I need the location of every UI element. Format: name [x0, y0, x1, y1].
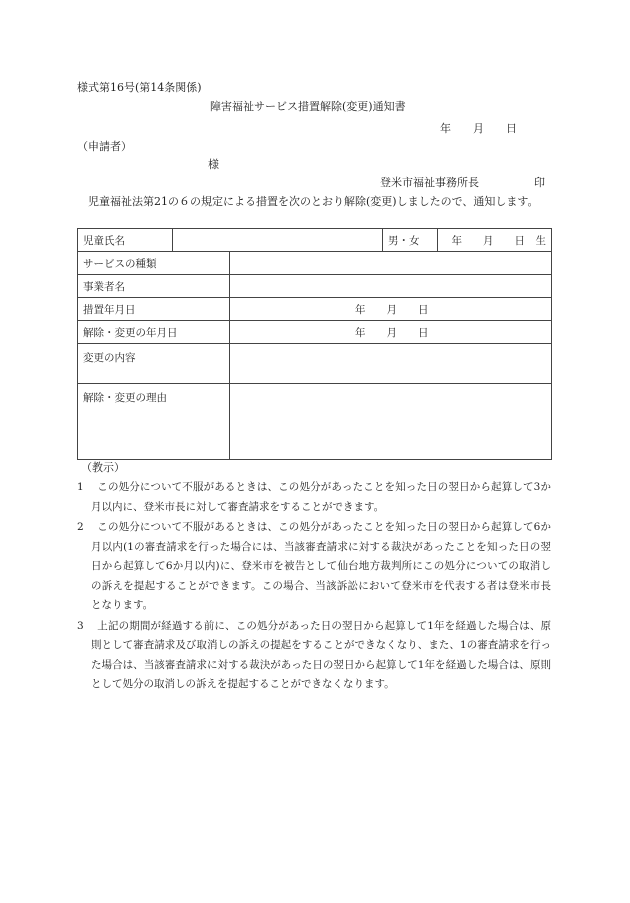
form-number: 様式第16号(第14条関係) — [77, 81, 202, 94]
note-number: 1 — [77, 481, 84, 493]
list-item — [77, 518, 551, 616]
measure-date-label: 措置年月日 — [78, 298, 230, 321]
release-date-text: 年 月 日 — [355, 326, 429, 339]
measure-date-value — [230, 298, 552, 321]
applicant-label: （申請者） — [77, 140, 132, 153]
table-row — [78, 252, 552, 275]
sex-field: 男・女 — [383, 229, 438, 252]
table-row — [78, 229, 552, 252]
birth-date-field: 年 月 日 生 — [438, 229, 552, 252]
table-row — [78, 384, 552, 460]
child-name-value — [173, 229, 383, 252]
instruction-label: （教示） — [81, 461, 125, 474]
provider-value — [230, 275, 552, 298]
table-row — [78, 321, 552, 344]
note-text: この処分について不服があるときは、この処分があったことを知った日の翌日から起算して3か月以内に、登米市長に対して審査請求をすることができます。 — [91, 481, 551, 513]
release-date-label: 解除・変更の年月日 — [78, 321, 230, 344]
child-name-label: 児童氏名 — [78, 229, 173, 252]
note-text: この処分について不服があるときは、この処分があったことを知った日の翌日から起算して6か月以内(1の審査請求を行った場合には、当該審査請求に対する裁決があったことを知った日の翌日から起算して6か月以内)に、登米市を被告として仙台地方裁判所にこの処分についての取消しの訴えを提起することができます。この場合、当該訴訟において登米市を代表する者は登米市長となります。 — [91, 521, 551, 611]
release-date-value — [230, 321, 552, 344]
note-number: 2 — [77, 521, 84, 533]
service-type-label: サービスの種類 — [78, 252, 230, 275]
date-line: 年 月 日 — [440, 122, 517, 135]
table-row — [78, 344, 552, 384]
reason-label: 解除・変更の理由 — [78, 384, 230, 460]
honorific: 様 — [208, 158, 219, 171]
seal-mark: 印 — [534, 176, 545, 189]
document-title: 障害福祉サービス措置解除(変更)通知書 — [210, 100, 406, 113]
provider-label: 事業者名 — [78, 275, 230, 298]
change-content-label: 変更の内容 — [78, 344, 230, 384]
notice-table — [77, 228, 552, 460]
list-item — [77, 478, 551, 517]
body-text: 児童福祉法第21の６の規定による措置を次のとおり解除(変更)しましたので、通知します。 — [88, 195, 539, 208]
service-type-value — [230, 252, 552, 275]
note-number: 3 — [77, 619, 84, 632]
list-item — [77, 617, 551, 695]
measure-date-text: 年 月 日 — [355, 303, 429, 316]
note-text: 上記の期間が経過する前に、この処分があった日の翌日から起算して1年を経過した場合は、原則として審査請求及び取消しの訴えの提起をすることができなくなり、また、1の審査請求を行った場合は、当該審査請求に対する裁決があった日の翌日から起算して1年を経過した場合は、原則として処分の取消しの訴えを提起することができなくなります。 — [91, 619, 551, 690]
change-content-value — [230, 344, 552, 384]
instruction-notes — [77, 478, 551, 696]
table-row — [78, 275, 552, 298]
reason-value — [230, 384, 552, 460]
table-row — [78, 298, 552, 321]
issuer-name: 登米市福祉事務所長 — [380, 176, 479, 189]
